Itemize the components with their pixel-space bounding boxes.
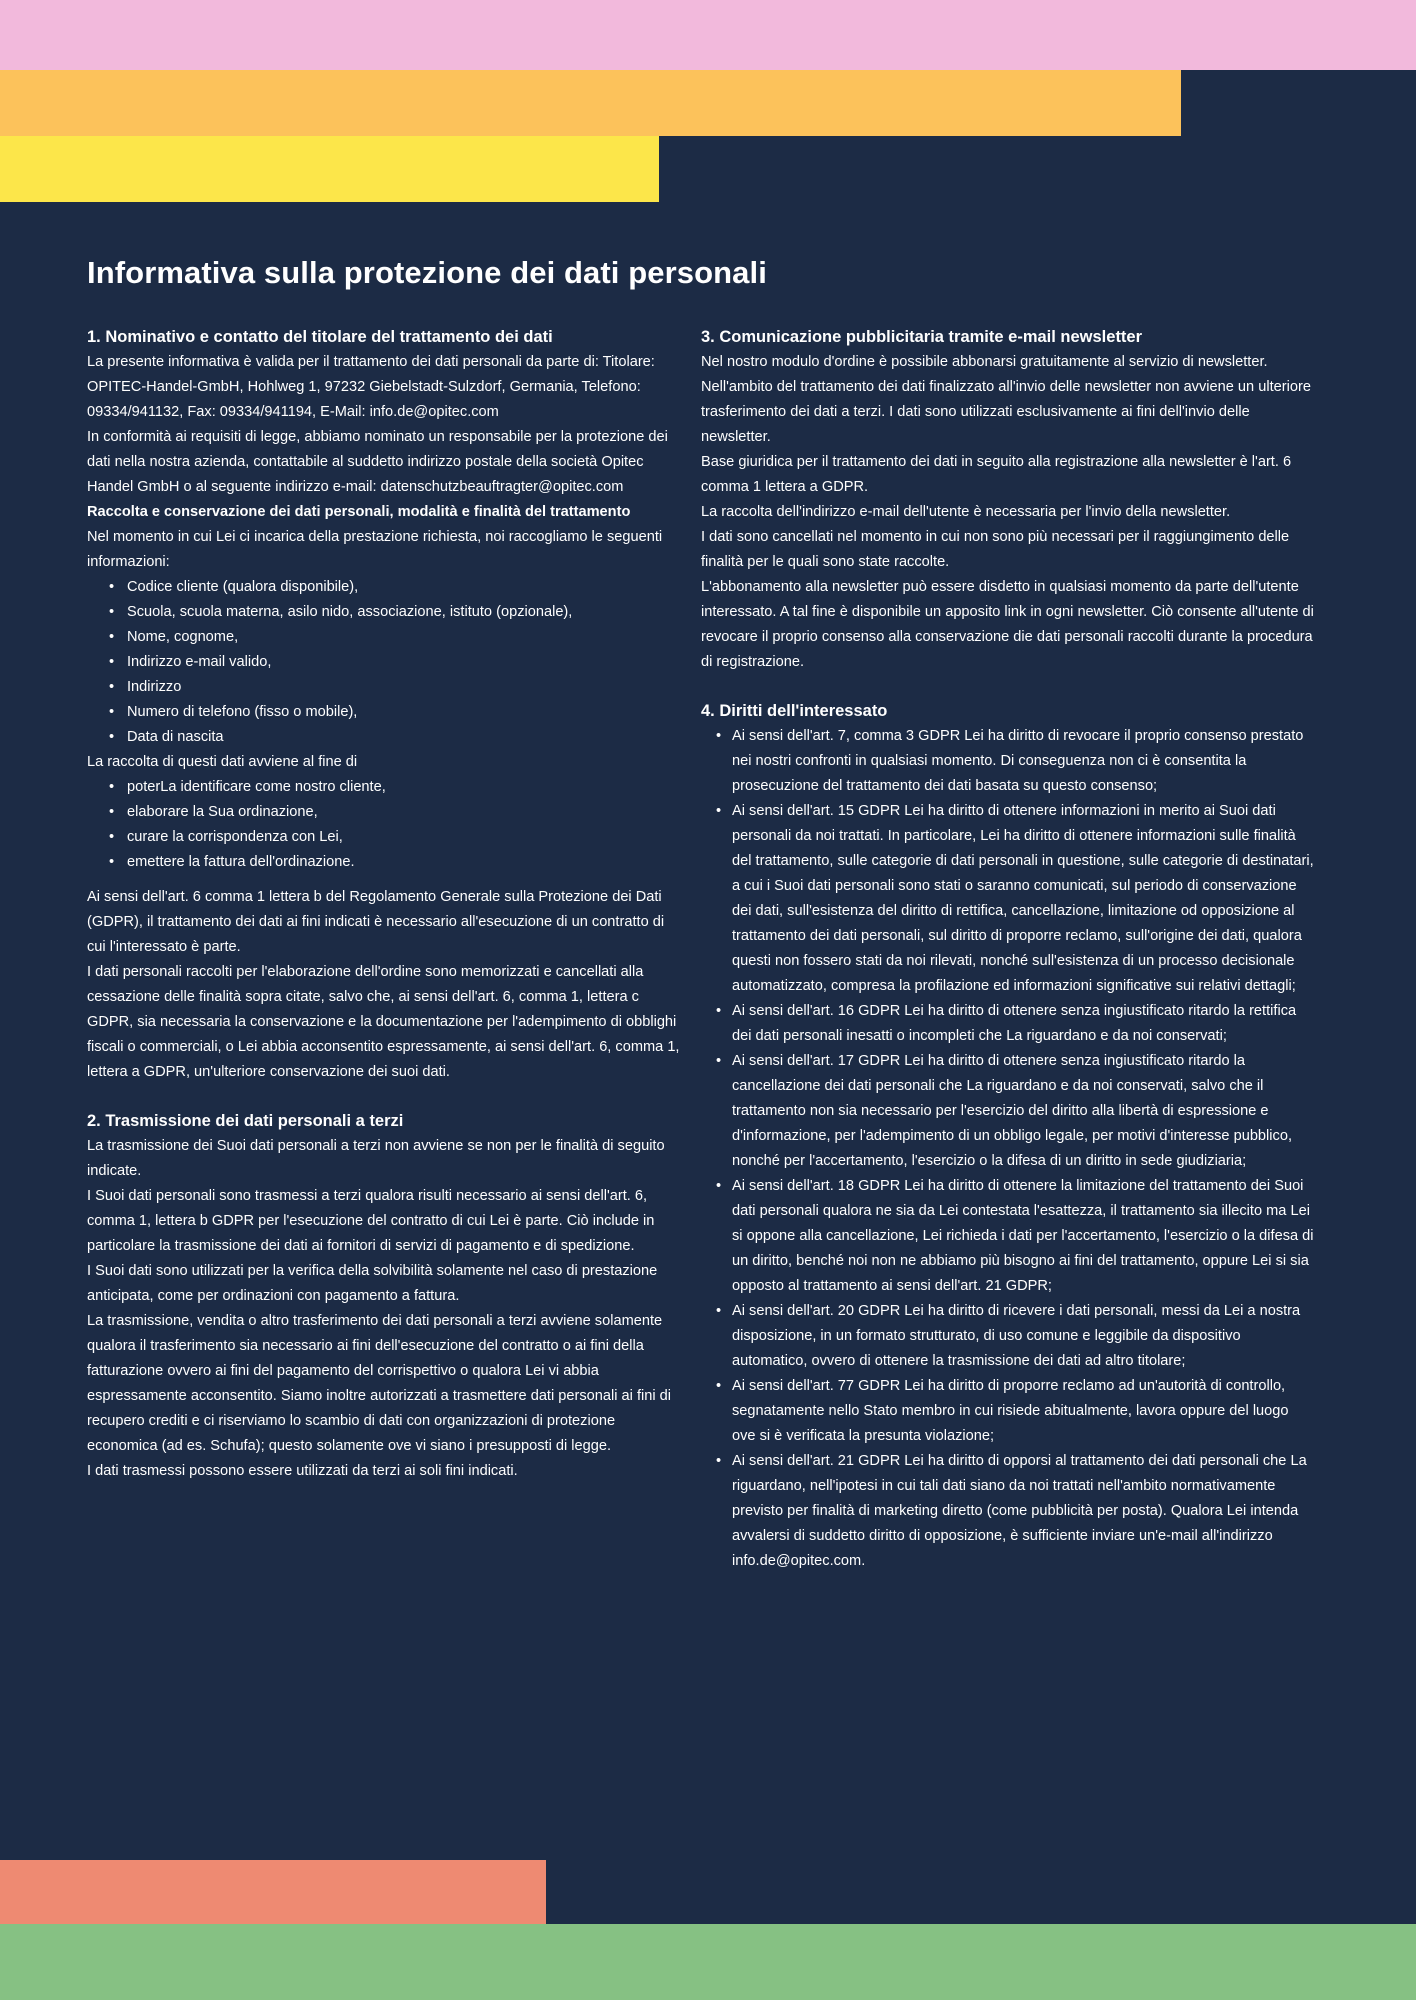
list-item: • Numero di telefono (fisso o mobile), bbox=[109, 700, 685, 725]
purpose-list bbox=[87, 775, 685, 875]
section3-heading: 3. Comunicazione pubblicitaria tramite e-mail newsletter bbox=[701, 328, 1143, 346]
section2-paragraph: I Suoi dati sono utilizzati per la verifica della solvibilità solamente nel caso di prestazione anticipata, come per ordinazioni con pagamento a fattura. bbox=[87, 1263, 658, 1304]
section4-heading: 4. Diritti dell'interessato bbox=[701, 702, 888, 720]
decor-band-green bbox=[0, 1924, 1416, 2000]
list-item: • Ai sensi dell'art. 17 GDPR Lei ha diritto di ottenere senza ingiustificato ritardo la cancellazione dei dati personali che La riguardano e da noi conservati, salvo che il trattamento non sia necessario per l'esercizio del diritto alla libertà di espressione e d'informazione, per l'adempimento di un obbligo legale, per motivi d'interesse pubblico, nonché per l'accertamento, l'esercizio o la difesa di un diritto in sede giudiziaria; bbox=[716, 1049, 1316, 1174]
section1-purpose-intro: La raccolta di questi dati avviene al fine di bbox=[87, 754, 358, 770]
page-title: Informativa sulla protezione dei dati personali bbox=[87, 255, 767, 290]
section1-intro: La presente informativa è valida per il trattamento dei dati personali da parte di: Titolare: OPITEC-Handel-GmbH, Hohlweg 1, 97232 Giebelstadt-Sulzdorf, Germania, Telefono: 09334/941132, Fax: 09334/941194, E-Mail: info.de@opitec.com bbox=[87, 354, 655, 420]
list-item: • Ai sensi dell'art. 7, comma 3 GDPR Lei ha diritto di revocare il proprio consenso prestato nei nostri confronti in qualsiasi momento. Di conseguenza non ci è consentita la prosecuzione del trattamento dei dati basata su questo consenso; bbox=[716, 724, 1316, 799]
right-column bbox=[701, 325, 1321, 1574]
list-item: • Indirizzo bbox=[109, 675, 685, 700]
list-item: • curare la corrispondenza con Lei, bbox=[109, 825, 685, 850]
list-item: • Data di nascita bbox=[109, 725, 685, 750]
info-list bbox=[87, 575, 685, 750]
section1-dpo: In conformità ai requisiti di legge, abbiamo nominato un responsabile per la protezione dei dati nella nostra azienda, contattabile al suddetto indirizzo postale della società Opitec Handel GmbH o al seguente indirizzo e-mail: datenschutzbeauftragter@opitec.com bbox=[87, 429, 668, 495]
section2-paragraph: La trasmissione, vendita o altro trasferimento dei dati personali a terzi avviene solamente qualora il trasferimento sia necessario ai fini dell'esecuzione del contratto o ai fini della fatturazione ovvero ai fini del pagamento del corrispettivo o qualora Lei vi abbia espressamente acconsentito. Siamo inoltre autorizzati a trasmettere dati personali ai fini di recupero crediti e ci riserviamo lo scambio di dati con organizzazioni di protezione economica (ad es. Schufa); questo solamente ove vi siano i presupposti di legge. bbox=[87, 1313, 672, 1454]
list-item: • emettere la fattura dell'ordinazione. bbox=[109, 850, 685, 875]
list-item: • Indirizzo e-mail valido, bbox=[109, 650, 685, 675]
section1-heading: 1. Nominativo e contatto del titolare del trattamento dei dati bbox=[87, 328, 553, 346]
list-item: • Ai sensi dell'art. 15 GDPR Lei ha diritto di ottenere informazioni in merito ai Suoi dati personali da noi trattati. In particolare, Lei ha diritto di ottenere informazioni sulle finalità del trattamento, sulle categorie di dati personali in questione, sulle categorie di destinatari, a cui i Suoi dati personali sono stati o saranno comunicati, sul periodo di conservazione dei dati, sull'esistenza del diritto di rettifica, cancellazione, limitazione od opposizione al trattamento dei dati personali, sul diritto di proporre reclamo, sull'origine dei dati, qualora questi non fossero stati da noi rilevati, nonché sull'esistenza di un processo decisionale automatizzato, compresa la profilazione ed informazioni significative sui relativi dettagli; bbox=[716, 799, 1316, 999]
list-item: • Scuola, scuola materna, asilo nido, associazione, istituto (opzionale), bbox=[109, 600, 685, 625]
rights-list bbox=[701, 724, 1316, 1574]
list-item: • Codice cliente (qualora disponibile), bbox=[109, 575, 685, 600]
list-item: • Ai sensi dell'art. 16 GDPR Lei ha diritto di ottenere senza ingiustificato ritardo la rettifica dei dati personali inesatti o incompleti che La riguardano e da noi conservati; bbox=[716, 999, 1316, 1049]
section2-paragraph: La trasmissione dei Suoi dati personali a terzi non avviene se non per le finalità di seguito indicate. bbox=[87, 1138, 665, 1179]
decor-band-pink bbox=[0, 0, 1416, 70]
section2-paragraph: I dati trasmessi possono essere utilizzati da terzi ai soli fini indicati. bbox=[87, 1463, 518, 1479]
list-item: • Ai sensi dell'art. 20 GDPR Lei ha diritto di ricevere i dati personali, messi da Lei a nostra disposizione, in un formato strutturato, di uso comune e leggibile da dispositivo automatico, ovvero di ottenere la trasmissione dei dati ad altro titolare; bbox=[716, 1299, 1316, 1374]
section3-paragraph: I dati sono cancellati nel momento in cui non sono più necessari per il raggiungimento delle finalità per le quali sono state raccolte. bbox=[701, 529, 1290, 570]
section1-legal-basis: Ai sensi dell'art. 6 comma 1 lettera b del Regolamento Generale sulla Protezione dei Dati (GDPR), il trattamento dei dati ai fini indicati è necessario all'esecuzione di un contratto di cui l'interessato è parte. bbox=[87, 889, 665, 955]
section3-paragraph: La raccolta dell'indirizzo e-mail dell'utente è necessaria per l'invio della newsletter. bbox=[701, 504, 1231, 520]
decor-band-yellow bbox=[0, 136, 659, 202]
list-item: • Ai sensi dell'art. 21 GDPR Lei ha diritto di opporsi al trattamento dei dati personali che La riguardano, nell'ipotesi in cui tali dati siano da noi trattati nell'ambito normativamente previsto per finalità di marketing diretto (come pubblicità per posta). Qualora Lei intenda avvalersi di suddetto diritto di opposizione, è sufficiente inviare un'e-mail all'indirizzo info.de@opitec.com. bbox=[716, 1449, 1316, 1574]
section1-collect-intro: Nel momento in cui Lei ci incarica della prestazione richiesta, noi raccogliamo le seguenti informazioni: bbox=[87, 529, 663, 570]
decor-band-orange bbox=[0, 70, 1181, 136]
section3-paragraph: Nell'ambito del trattamento dei dati finalizzato all'invio delle newsletter non avviene un ulteriore trasferimento dei dati a terzi. I dati sono utilizzati esclusivamente ai fini dell'invio delle newsletter. bbox=[701, 379, 1311, 445]
list-item: • poterLa identificare come nostro cliente, bbox=[109, 775, 685, 800]
section3-paragraph: Base giuridica per il trattamento dei dati in seguito alla registrazione alla newsletter è l'art. 6 comma 1 lettera a GDPR. bbox=[701, 454, 1292, 495]
section3-paragraph: L'abbonamento alla newsletter può essere disdetto in qualsiasi momento da parte dell'utente interessato. A tal fine è disponibile un apposito link in ogni newsletter. Ciò consente all'utente di revocare il proprio consenso alla conservazione die dati personali raccolti durante la procedura di registrazione. bbox=[701, 579, 1314, 670]
list-item: • elaborare la Sua ordinazione, bbox=[109, 800, 685, 825]
section3-paragraph: Nel nostro modulo d'ordine è possibile abbonarsi gratuitamente al servizio di newsletter. bbox=[701, 354, 1268, 370]
section2-heading: 2. Trasmissione dei dati personali a terzi bbox=[87, 1112, 404, 1130]
section1-retention: I dati personali raccolti per l'elaborazione dell'ordine sono memorizzati e cancellati alla cessazione delle finalità sopra citate, salvo che, ai sensi dell'art. 6, comma 1, lettera c GDPR, sia necessaria la conservazione e la documentazione per l'adempimento di obblighi fiscali o commerciali, o Lei abbia acconsentito espressamente, ai sensi dell'art. 6, comma 1, lettera a GDPR, un'ulteriore conservazione dei suoi dati. bbox=[87, 964, 680, 1080]
decor-band-coral bbox=[0, 1860, 546, 1924]
list-item: • Ai sensi dell'art. 77 GDPR Lei ha diritto di proporre reclamo ad un'autorità di controllo, segnatamente nello Stato membro in cui risiede abitualmente, lavora oppure del luogo ove si è verificata la presunta violazione; bbox=[716, 1374, 1316, 1449]
left-column bbox=[87, 325, 685, 1484]
list-item: • Nome, cognome, bbox=[109, 625, 685, 650]
section1-subheading: Raccolta e conservazione dei dati personali, modalità e finalità del trattamento bbox=[87, 504, 631, 520]
section2-paragraph: I Suoi dati personali sono trasmessi a terzi qualora risulti necessario ai sensi dell'art. 6, comma 1, lettera b GDPR per l'esecuzione del contratto di cui Lei è parte. Ciò include in particolare la trasmissione dei dati ai fornitori di servizi di pagamento e di spedizione. bbox=[87, 1188, 655, 1254]
list-item: • Ai sensi dell'art. 18 GDPR Lei ha diritto di ottenere la limitazione del trattamento dei Suoi dati personali qualora ne sia da Lei contestata l'esattezza, il trattamento sia illecito ma Lei si oppone alla cancellazione, Lei richieda i dati per l'accertamento, l'esercizio o la difesa di un diritto, benché noi non ne abbiamo più bisogno ai fini del trattamento, oppure Lei si sia opposto al trattamento ai sensi dell'art. 21 GDPR; bbox=[716, 1174, 1316, 1299]
